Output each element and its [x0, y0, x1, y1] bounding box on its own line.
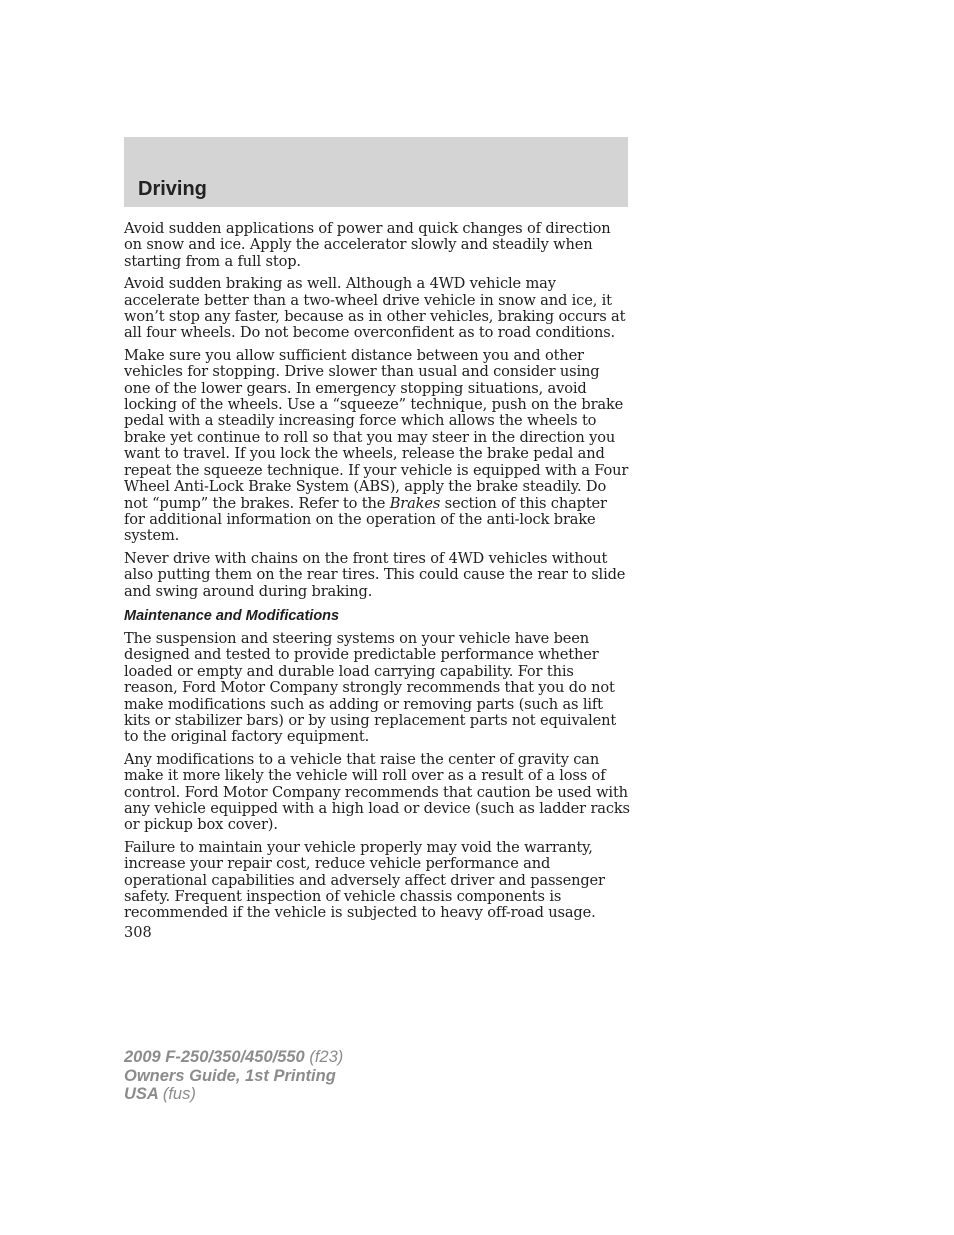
paragraph-text: section of this chapter for additional information on the operation of the anti-lock brake system.: [124, 494, 607, 545]
footer-market-code: (fus): [162, 1085, 196, 1103]
page-number: 308: [124, 925, 152, 941]
paragraph-maintenance-warranty: Failure to maintain your vehicle properly may void the warranty, increase your repair cost, reduce vehicle performance and operational capabilities and adversely affect driver and passenger safety. Frequent inspection of vehicle chassis components is recommended if the vehicle is subjected to heavy off-road usage.: [124, 838, 605, 922]
footer-model: 2009 F-250/350/450/550: [124, 1048, 305, 1066]
paragraph-suspension: The suspension and steering systems on your vehicle have been designed and tested to provide predictable performance whether loaded or empty and durable load carrying capability. For this reason, Ford Motor Company strongly recommends that you do not make modifications such as adding or removing parts (such as lift kits or stabilizer bars) or by using replacement parts not equivalent to the original factory equipment.: [124, 629, 617, 746]
page-content: [124, 221, 630, 928]
brakes-reference: Brakes: [389, 494, 441, 512]
paragraph-center-of-gravity: Any modifications to a vehicle that raise the center of gravity can make it more likely the vehicle will roll over as a result of a loss of control. Ford Motor Company recommends that caution be used with any vehicle equipped with a high load or device (such as ladder racks or pickup box cover).: [124, 750, 630, 834]
paragraph-tire-chains: Never drive with chains on the front tires of 4WD vehicles without also putting them on the rear tires. This could cause the rear to slide and swing around during braking.: [124, 549, 626, 600]
footer-line-model: [124, 1048, 343, 1067]
paragraph-stopping-distance: [124, 348, 630, 545]
paragraph-acceleration: Avoid sudden applications of power and quick changes of direction on snow and ice. Apply the accelerator slowly and steadily when starting from a full stop.: [124, 220, 611, 270]
footer-model-code: (f23): [309, 1048, 344, 1066]
subheading-maintenance: Maintenance and Modifications: [124, 607, 340, 624]
section-header-band: [124, 137, 628, 207]
footer-market: USA: [124, 1085, 159, 1103]
section-title: Driving: [138, 178, 207, 200]
footer-line-printing: Owners Guide, 1st Printing: [124, 1066, 336, 1085]
paragraph-text: Make sure you allow sufficient distance between you and other vehicles for stopping. Drive slower than usual and consider using one of the lower gears. In emergency stopping situations, avoid locking of the wheels. Use a “squeeze” technique, push on the brake pedal with a steadily increasing force which allows the wheels to brake yet continue to roll so that you may steer in the direction you want to travel. If you lock the wheels, release the brake pedal and repeat the squeeze technique. If your vehicle is equipped with a Four Wheel Anti-Lock Brake System (ABS), apply the brake steadily. Do not “pump” the brakes. Refer to the: [124, 346, 629, 512]
paragraph-braking: Avoid sudden braking as well. Although a 4WD vehicle may accelerate better than a two-wheel drive vehicle in snow and ice, it won’t stop any faster, because as in other vehicles, braking occurs at all four wheels. Do not become overconfident as to road conditions.: [124, 275, 626, 342]
document-footer: [124, 1048, 343, 1104]
footer-line-market: [124, 1085, 343, 1104]
